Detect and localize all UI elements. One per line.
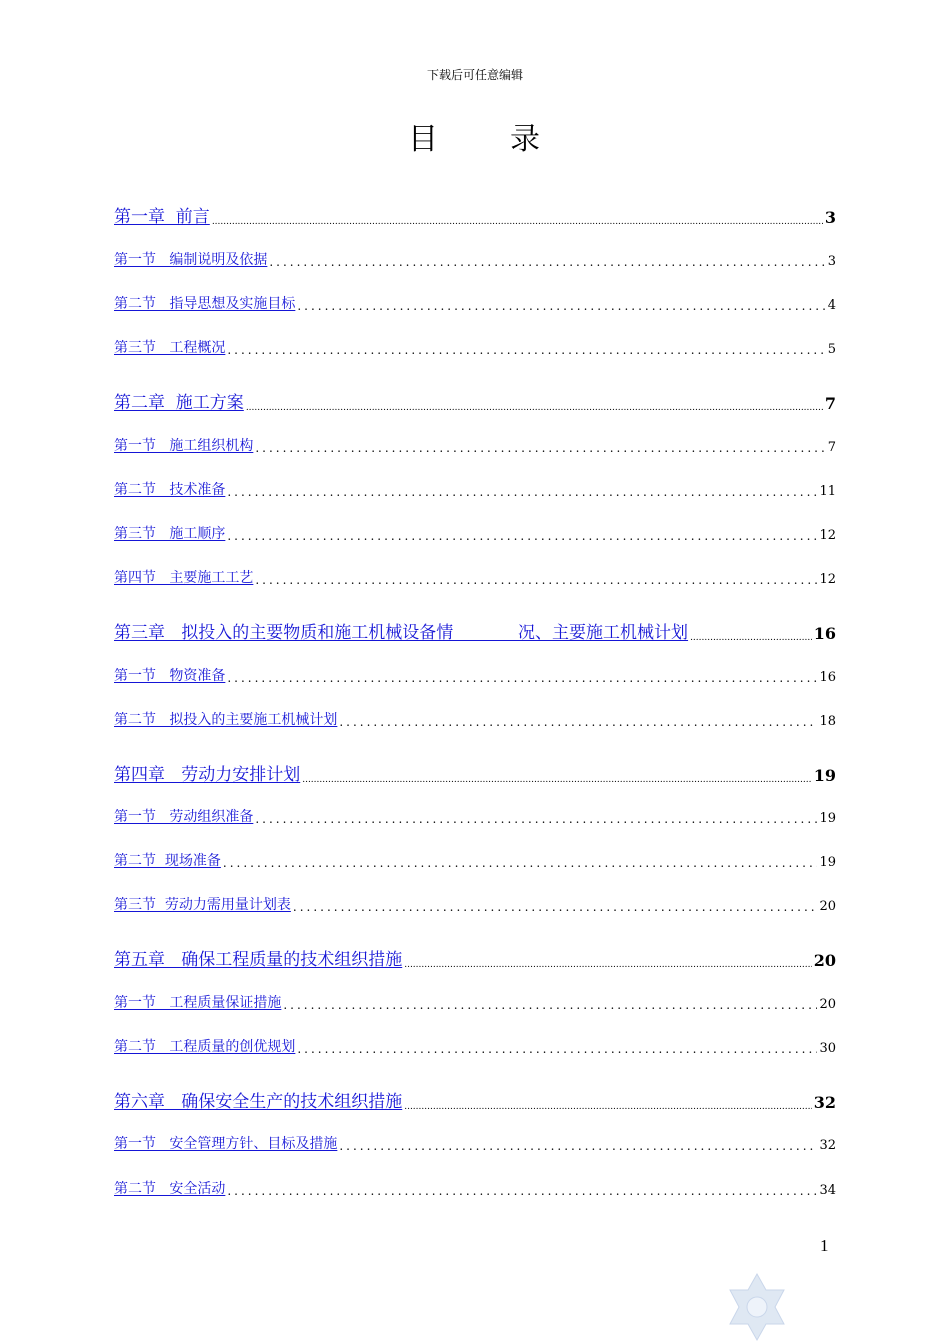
toc-entry-label[interactable]: 第三节 工程概况 [114, 340, 226, 356]
toc-leader-dots [227, 1178, 817, 1198]
toc-page-number: 20 [819, 997, 836, 1012]
toc-page-number: 19 [813, 766, 836, 785]
toc-entry-label[interactable]: 第六章 确保安全生产的技术组织措施 [114, 1092, 403, 1112]
toc-chapter-entry[interactable] [114, 389, 836, 413]
toc-chapter-entry[interactable] [114, 761, 836, 785]
toc-entry-label[interactable]: 第一章 前言 [114, 207, 210, 227]
toc-page-number: 7 [824, 394, 836, 413]
toc-section-entry[interactable] [114, 1133, 836, 1153]
toc-page-number: 18 [819, 714, 836, 729]
toc-section-entry[interactable] [114, 1178, 836, 1198]
toc-leader-dots [227, 337, 825, 357]
toc-page-number: 16 [819, 670, 836, 685]
toc-section-entry[interactable] [114, 523, 836, 543]
toc-section-entry[interactable] [114, 435, 836, 455]
snowflake-watermark-icon [722, 1272, 792, 1342]
toc-page-number: 32 [819, 1138, 836, 1153]
toc-page-number: 19 [819, 811, 836, 826]
toc-entry-label[interactable]: 第三节 劳动力需用量计划表 [114, 897, 291, 913]
toc-leader-dots [690, 619, 812, 643]
toc-chapter-entry[interactable] [114, 1088, 836, 1112]
toc-section-entry[interactable] [114, 709, 836, 729]
toc-leader-dots [297, 293, 825, 313]
toc-page-number: 12 [819, 572, 836, 587]
toc-page-number: 11 [819, 484, 836, 499]
page-number: 1 [820, 1236, 829, 1255]
toc-leader-dots [255, 567, 817, 587]
toc-entry-label[interactable]: 第三章 拟投入的主要物质和施工机械设备情 况、主要施工机械计划 [114, 623, 689, 643]
toc-leader-dots [302, 761, 812, 785]
toc-page-number: 12 [819, 528, 836, 543]
toc-leader-dots [404, 946, 812, 970]
toc-leader-dots [339, 1133, 817, 1153]
toc-leader-dots [283, 992, 817, 1012]
toc-leader-dots [246, 389, 823, 413]
header-note: 下载后可任意编辑 [426, 68, 523, 82]
toc-leader-dots [255, 435, 825, 455]
toc-entry-label[interactable]: 第一节 编制说明及依据 [114, 252, 268, 268]
toc-page-number: 5 [827, 342, 836, 357]
toc-entry-label[interactable]: 第二节 安全活动 [114, 1181, 226, 1197]
toc-chapter-entry[interactable] [114, 619, 836, 643]
toc-leader-dots [227, 665, 817, 685]
title-char-1: 目 [408, 122, 440, 157]
toc-section-entry[interactable] [114, 337, 836, 357]
toc-entry-label[interactable]: 第一节 施工组织机构 [114, 438, 254, 454]
toc-page-number: 34 [819, 1183, 836, 1198]
toc-leader-dots [293, 894, 818, 914]
toc-leader-dots [297, 1036, 817, 1056]
toc-page-number: 7 [827, 440, 836, 455]
toc-leader-dots [227, 479, 817, 499]
toc-entry-label[interactable]: 第二章 施工方案 [114, 393, 244, 413]
toc-section-entry[interactable] [114, 806, 836, 826]
toc-entry-label[interactable]: 第一节 工程质量保证措施 [114, 995, 282, 1011]
toc-entry-label[interactable]: 第二节 现场准备 [114, 853, 221, 869]
toc-page-number: 20 [813, 951, 836, 970]
toc-entry-label[interactable]: 第二节 工程质量的创优规划 [114, 1039, 296, 1055]
toc-entry-label[interactable]: 第一节 劳动组织准备 [114, 809, 254, 825]
toc-page-number: 30 [819, 1041, 836, 1056]
toc-leader-dots [404, 1088, 812, 1112]
toc-section-entry[interactable] [114, 293, 836, 313]
toc-page-number: 32 [813, 1093, 836, 1112]
toc-entry-label[interactable]: 第二节 指导思想及实施目标 [114, 296, 296, 312]
toc-entry-label[interactable]: 第四节 主要施工工艺 [114, 570, 254, 586]
toc-section-entry[interactable] [114, 992, 836, 1012]
toc-entry-label[interactable]: 第一节 物资准备 [114, 668, 226, 684]
toc-entry-label[interactable]: 第一节 安全管理方针、目标及措施 [114, 1136, 338, 1152]
toc-page-number: 3 [827, 254, 836, 269]
toc-page-number: 4 [827, 298, 836, 313]
toc-chapter-entry[interactable] [114, 203, 836, 227]
toc-leader-dots [255, 806, 817, 826]
toc-leader-dots [212, 203, 823, 227]
toc-entry-label[interactable]: 第二节 拟投入的主要施工机械计划 [114, 712, 338, 728]
toc-page-number: 19 [819, 855, 836, 870]
toc-section-entry[interactable] [114, 894, 836, 914]
toc-page-number: 20 [819, 899, 836, 914]
toc-entry-label[interactable]: 第二节 技术准备 [114, 482, 226, 498]
toc-section-entry[interactable] [114, 850, 836, 870]
toc-leader-dots [223, 850, 818, 870]
toc-page-number: 3 [824, 208, 836, 227]
toc-leader-dots [269, 249, 825, 269]
toc-section-entry[interactable] [114, 479, 836, 499]
toc-leader-dots [227, 523, 817, 543]
toc-section-entry[interactable] [114, 665, 836, 685]
toc-section-entry[interactable] [114, 567, 836, 587]
toc-entry-label[interactable]: 第四章 劳动力安排计划 [114, 765, 301, 785]
toc-section-entry[interactable] [114, 1036, 836, 1056]
toc-entry-label[interactable]: 第五章 确保工程质量的技术组织措施 [114, 950, 403, 970]
toc-section-entry[interactable] [114, 249, 836, 269]
toc-page-number: 16 [813, 624, 836, 643]
toc-entry-label[interactable]: 第三节 施工顺序 [114, 526, 226, 542]
page-title [0, 114, 950, 158]
title-char-2: 录 [510, 122, 542, 157]
toc-chapter-entry[interactable] [114, 946, 836, 970]
toc-leader-dots [339, 709, 817, 729]
